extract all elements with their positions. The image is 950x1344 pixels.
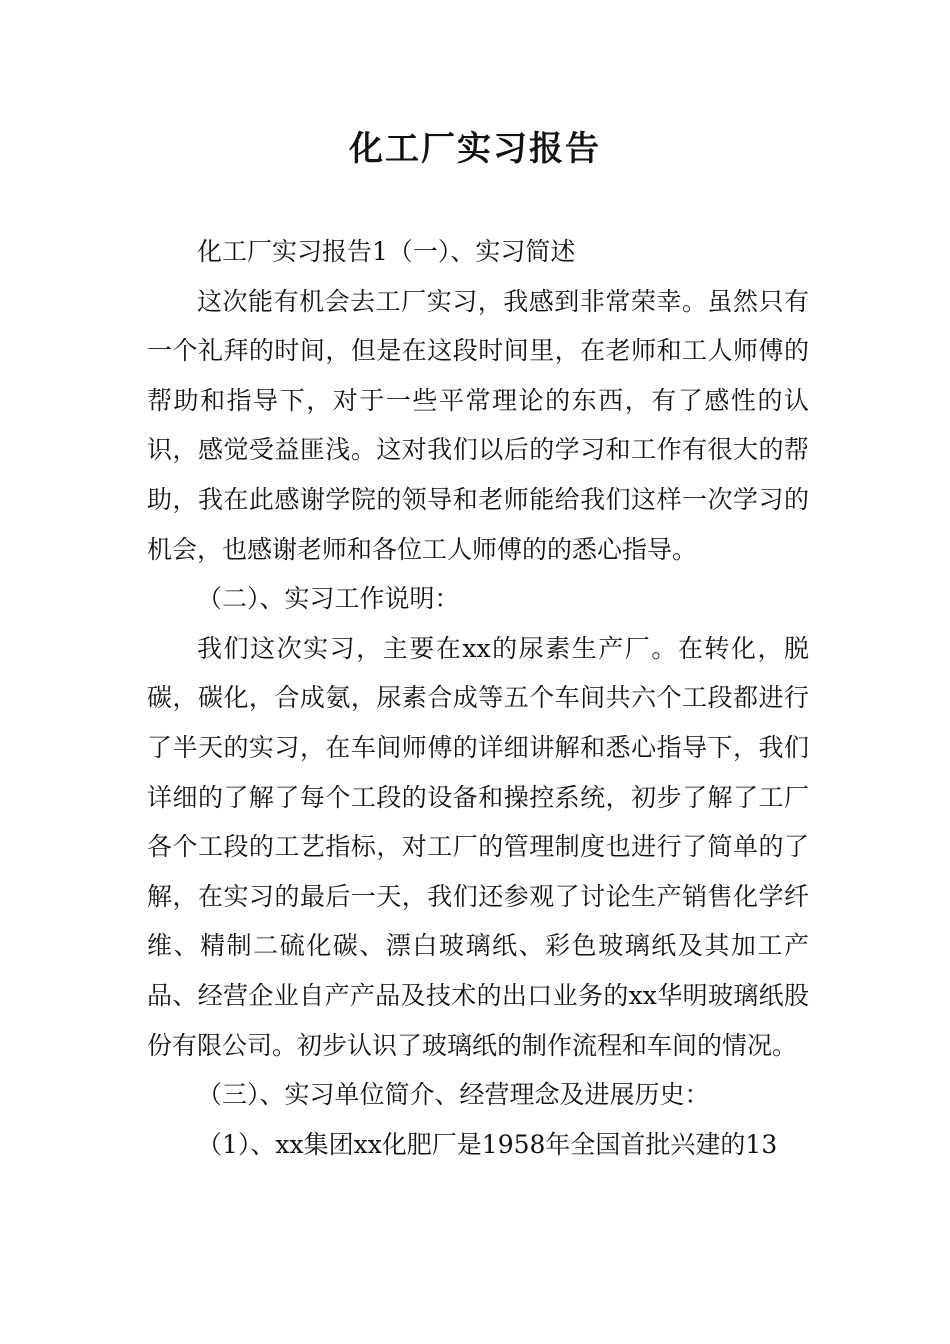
document-body xyxy=(147,227,809,1169)
document-title: 化工厂实习报告 xyxy=(349,129,601,169)
paragraph-company-intro: （1）、xx集团xx化肥厂是1958年全国首批兴建的13 xyxy=(197,1129,778,1159)
paragraph-work-description: 我们这次实习，主要在xx的尿素生产厂。在转化，脱碳，碳化，合成氨，尿素合成等五个车间共六个工段都进行了半天的实习，在车间师傅的详细讲解和悉心指导下，我们详细的了解了每个工段的设备和操控系统，初步了解了工厂各个工段的工艺指标，对工厂的管理制度也进行了简单的了解，在实习的最后一天，我们还参观了讨论生产销售化学纤维、精制二硫化碳、漂白玻璃纸、彩色玻璃纸及其加工产品、经营企业自产产品及技术的出口业务的xx华明玻璃纸股份有限公司。初步认识了玻璃纸的制作流程和车间的情况。 xyxy=(147,633,809,1060)
paragraph-internship-summary: 这次能有机会去工厂实习，我感到非常荣幸。虽然只有一个礼拜的时间，但是在这段时间里，在老师和工人师傅的帮助和指导下，对于一些平常理论的东西，有了感性的认识，感觉受益匪浅。这对我们以后的学习和工作有很大的帮助，我在此感谢学院的领导和老师能给我们这样一次学习的机会，也感谢老师和各位工人师傅的的悉心指导。 xyxy=(147,286,809,564)
paragraph-section-one-heading: 化工厂实习报告1（一）、实习简述 xyxy=(197,237,576,266)
paragraph-section-two-heading: （二）、实习工作说明： xyxy=(197,584,460,614)
paragraph-section-three-heading: （三）、实习单位简介、经营理念及进展历史： xyxy=(197,1080,710,1110)
